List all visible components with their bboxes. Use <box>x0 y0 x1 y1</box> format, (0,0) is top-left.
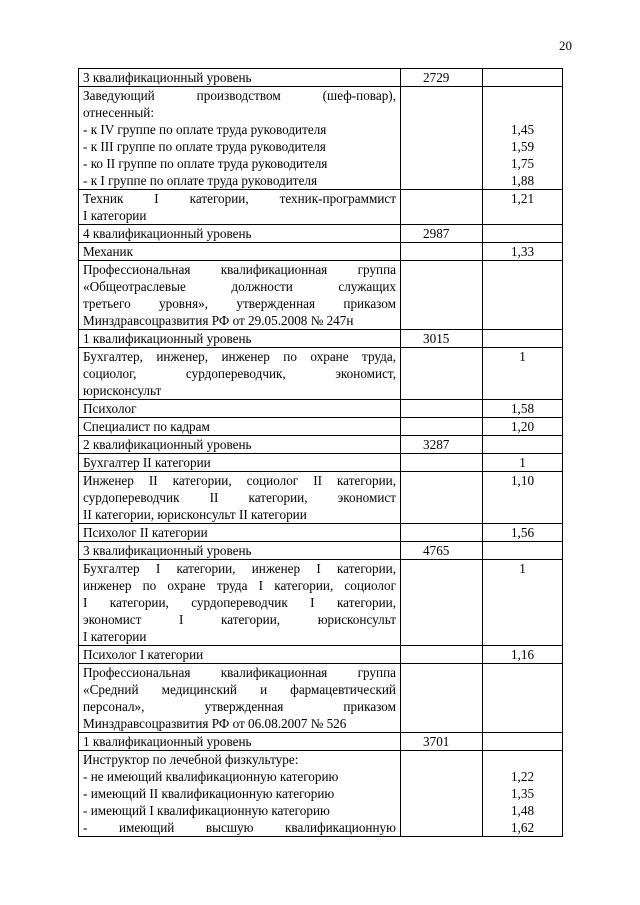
level-label: 3 квалификационный уровень <box>79 69 401 87</box>
coefficient: 1,10 <box>483 472 563 524</box>
description-line: Заведующий производством (шеф-повар), <box>83 88 396 103</box>
description-line: экономист I категории, юрисконсульт <box>83 612 396 627</box>
coefficient <box>487 104 558 121</box>
table-row <box>79 472 563 524</box>
description-line: Минздравсоцразвития РФ от 29.05.2008 № 247н <box>83 313 354 328</box>
position-description: Психолог <box>79 400 401 418</box>
description-line: Инженер II категории, социолог II категории, <box>83 473 396 488</box>
position-description: Бухгалтер II категории <box>79 454 401 472</box>
coefficient: 1,45 <box>510 122 535 137</box>
coefficient <box>483 69 563 87</box>
level-label: 3 квалификационный уровень <box>79 542 401 560</box>
base-salary <box>401 418 483 436</box>
table-row <box>79 733 563 751</box>
table-row <box>79 542 563 560</box>
coefficient <box>483 330 563 348</box>
base-salary: 3701 <box>401 733 483 751</box>
coefficient: 1,48 <box>510 803 535 818</box>
coefficient: 1,62 <box>510 820 535 835</box>
level-label: 1 квалификационный уровень <box>79 330 401 348</box>
description-line: II категории, юрисконсульт II категории <box>83 507 307 522</box>
base-salary <box>401 190 483 225</box>
base-salary: 2987 <box>401 225 483 243</box>
table-row <box>79 348 563 400</box>
position-description: Психолог I категории <box>79 646 401 664</box>
description-line: Профессиональная квалификационная группа <box>83 665 396 680</box>
position-description <box>79 87 401 190</box>
description-line: Бухгалтер, инженер, инженер по охране труда, <box>83 349 396 364</box>
description-line: - имеющий I квалификационную категорию <box>83 803 330 818</box>
coefficient: 1 <box>483 454 563 472</box>
base-salary: 3015 <box>401 330 483 348</box>
description-line: Бухгалтер I категории, инженер I категории, <box>83 561 396 576</box>
coefficient <box>483 436 563 454</box>
coefficient <box>483 733 563 751</box>
description-line: - не имеющий квалификационную категорию <box>83 769 339 784</box>
coefficient <box>487 87 558 104</box>
base-salary <box>401 751 483 837</box>
position-description <box>79 751 401 837</box>
table-row <box>79 524 563 542</box>
position-description: Психолог II категории <box>79 524 401 542</box>
coefficient: 1,16 <box>483 646 563 664</box>
table-row <box>79 664 563 733</box>
base-salary: 4765 <box>401 542 483 560</box>
position-description: Механик <box>79 243 401 261</box>
description-line: - ко II группе по оплате труда руководителя <box>83 156 328 171</box>
level-label: 4 квалификационный уровень <box>79 225 401 243</box>
coefficient <box>483 261 563 330</box>
position-description <box>79 472 401 524</box>
description-line: - имеющий II квалификационную категорию <box>83 786 335 801</box>
base-salary <box>401 87 483 190</box>
base-salary: 3287 <box>401 436 483 454</box>
description-line: юрисконсульт <box>83 383 162 398</box>
coefficient: 1,33 <box>483 243 563 261</box>
base-salary <box>401 243 483 261</box>
table-row <box>79 261 563 330</box>
base-salary <box>401 348 483 400</box>
table-row <box>79 560 563 646</box>
level-label: 2 квалификационный уровень <box>79 436 401 454</box>
position-description <box>79 190 401 225</box>
table-row <box>79 646 563 664</box>
description-line: Профессиональная квалификационная группа <box>83 262 396 277</box>
page-number: 20 <box>559 38 572 53</box>
description-line: отнесенный: <box>83 105 154 120</box>
description-line: I категории <box>83 629 147 644</box>
coefficient: 1,20 <box>483 418 563 436</box>
table-row <box>79 87 563 190</box>
description-line: сурдопереводчик II категории, экономист <box>83 490 396 505</box>
description-line: I категории <box>83 208 147 223</box>
base-salary <box>401 400 483 418</box>
coefficient: 1,88 <box>510 173 535 188</box>
base-salary <box>401 646 483 664</box>
description-line: - имеющий высшую квалификационную <box>83 820 396 835</box>
base-salary <box>401 560 483 646</box>
description-line: - к III группе по оплате труда руководителя <box>83 139 326 154</box>
description-line: - к I группе по оплате труда руководителя <box>83 173 318 188</box>
table-row <box>79 330 563 348</box>
base-salary <box>401 664 483 733</box>
coefficient-list <box>483 87 563 190</box>
base-salary: 2729 <box>401 69 483 87</box>
position-description <box>79 348 401 400</box>
coefficient-list <box>483 751 563 837</box>
coefficient <box>487 751 558 768</box>
description-line: третьего уровня», утвержденная приказом <box>83 296 396 311</box>
position-description <box>79 560 401 646</box>
table-row <box>79 225 563 243</box>
description-line: I категории, сурдопереводчик I категории, <box>83 595 396 610</box>
base-salary <box>401 261 483 330</box>
base-salary <box>401 472 483 524</box>
table-row <box>79 751 563 837</box>
table-row <box>79 454 563 472</box>
coefficient: 1,75 <box>510 156 535 171</box>
level-label: 1 квалификационный уровень <box>79 733 401 751</box>
coefficient: 1,21 <box>483 190 563 225</box>
description-line: персонал», утвержденная приказом <box>83 699 396 714</box>
coefficient: 1,56 <box>483 524 563 542</box>
description-line: - к IV группе по оплате труда руководителя <box>83 122 327 137</box>
description-line: Техник I категории, техник-программист <box>83 191 396 206</box>
table-row <box>79 190 563 225</box>
group-description <box>79 664 401 733</box>
coefficient: 1 <box>483 560 563 646</box>
coefficient <box>483 225 563 243</box>
coefficient <box>483 664 563 733</box>
description-line: Инструктор по лечебной физкультуре: <box>83 752 299 767</box>
table-row <box>79 69 563 87</box>
description-line: инженер по охране труда I категории, социолог <box>83 578 396 593</box>
coefficient: 1,58 <box>483 400 563 418</box>
position-description: Специалист по кадрам <box>79 418 401 436</box>
description-line: «Общеотраслевые должности служащих <box>83 279 396 294</box>
description-line: Минздравсоцразвития РФ от 06.08.2007 № 526 <box>83 716 347 731</box>
coefficient <box>483 542 563 560</box>
salary-coefficient-table <box>78 68 563 837</box>
table-row <box>79 418 563 436</box>
table-row <box>79 243 563 261</box>
table-row <box>79 400 563 418</box>
coefficient: 1 <box>483 348 563 400</box>
base-salary <box>401 524 483 542</box>
coefficient: 1,35 <box>510 786 535 801</box>
description-line: социолог, сурдопереводчик, экономист, <box>83 366 396 381</box>
base-salary <box>401 454 483 472</box>
group-description <box>79 261 401 330</box>
table-row <box>79 436 563 454</box>
description-line: «Средний медицинский и фармацевтический <box>83 682 396 697</box>
coefficient: 1,59 <box>510 139 535 154</box>
coefficient: 1,22 <box>510 769 535 784</box>
